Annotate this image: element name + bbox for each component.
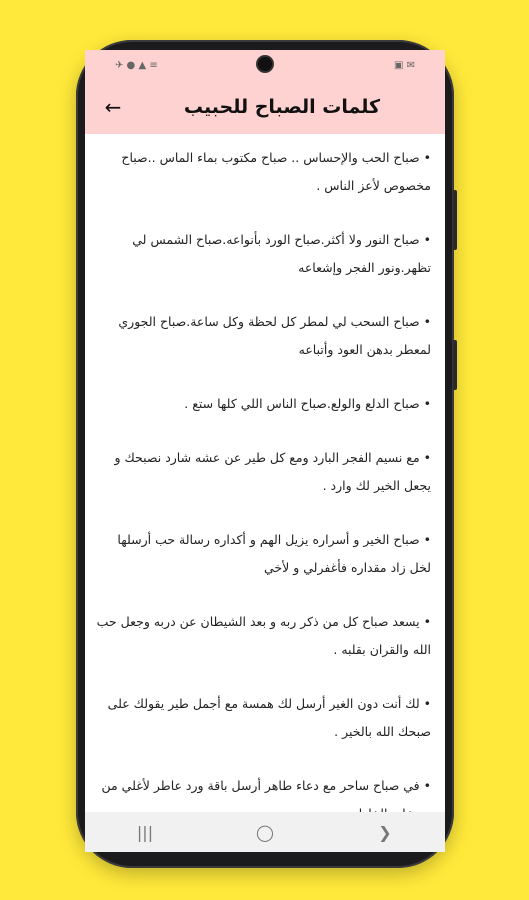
- power-button: [453, 340, 457, 390]
- list-item: • صباح الخير و أسراره يزيل الهم و أكداره رسالة حب أرسلها لخل زاد مقداره فأغفرلي و لأخي: [117, 532, 431, 575]
- list-item: • صباح الحب والإحساس .. صباح مكتوب بماء الماس ..صباح مخصوص لأعز الناس .: [121, 150, 431, 193]
- system-nav-bar: [85, 812, 445, 852]
- list-item: • صباح السحب لي لمطر كل لحظة وكل ساعة.صباح الجوري لمعطر بدهن العود وأتباعه: [118, 314, 431, 357]
- status-left-icons: ✈ ● ▲ ≡: [115, 59, 158, 71]
- phone-frame: [76, 40, 454, 868]
- list-item: • صباح النور ولا أكثر.صباح الورد بأنواعه.صباح الشمس لي تظهر.ونور الفجر وإشعاعه: [132, 232, 431, 275]
- app-bar: [85, 80, 445, 134]
- messages-list[interactable]: [85, 134, 445, 812]
- list-item: • صباح الدلع والولع.صباح الناس اللي كلها ستع .: [184, 396, 431, 411]
- back-arrow-icon[interactable]: ←: [104, 95, 122, 119]
- front-camera: [258, 57, 272, 71]
- recents-icon[interactable]: |||: [136, 822, 154, 842]
- list-item: • مع نسيم الفجر البارد ومع كل طير عن عشه شارد نصبحك و يجعل الخير لك وارد .: [114, 450, 431, 493]
- phone-screen: [85, 50, 445, 852]
- list-item: • لك أنت دون الغير أرسل لك همسة مع أجمل طير يقولك على صبحك الله بالخير .: [107, 696, 431, 739]
- list-item: • في صباح ساحر مع دعاء طاهر أرسل باقة ورد عاطر لأغلي من: [101, 778, 431, 793]
- nav-back-icon[interactable]: ❯: [378, 822, 392, 842]
- volume-button: [453, 190, 457, 250]
- list-item: • يسعد صباح كل من ذكر ربه و بعد الشيطان عن دربه وجعل حب الله والقران بقلبه .: [96, 614, 431, 657]
- page-title: كلمات الصباح للحبيب: [183, 96, 381, 118]
- status-right-icons: ▣ ✉: [393, 59, 415, 71]
- home-icon[interactable]: ◯: [256, 822, 274, 842]
